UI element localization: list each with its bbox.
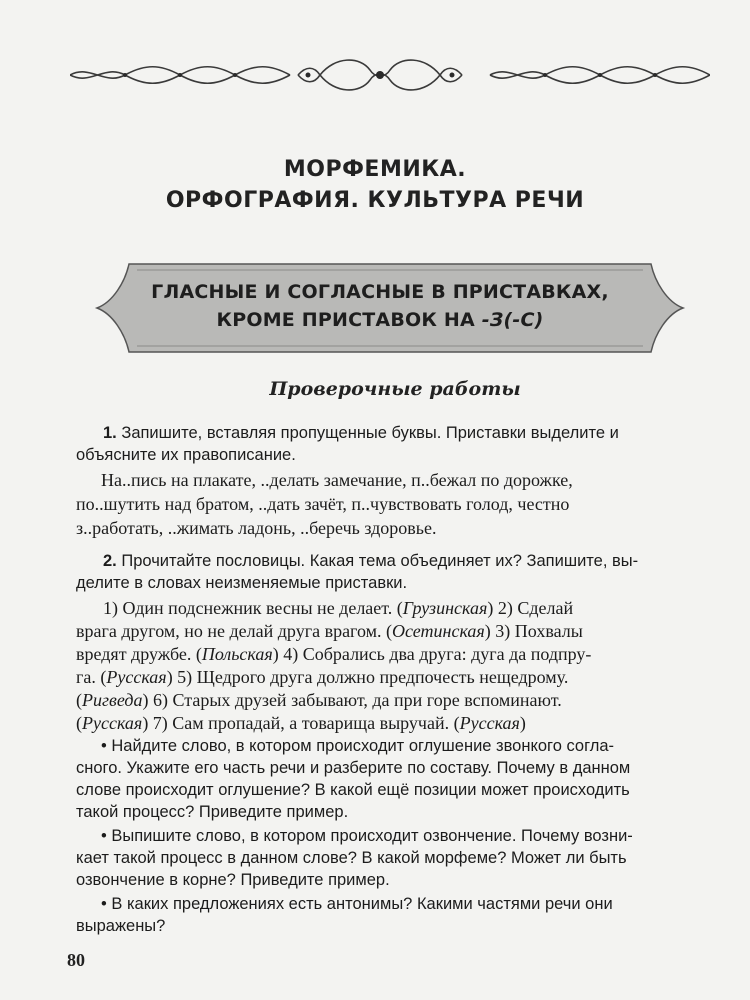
bullet2-line2: кает такой процесс в данном слове? В какой морфеме? Может ли быть xyxy=(76,849,627,867)
proverbs-line4: га. (Русская) 5) Щедрого друга должно предпочесть нещедрому. xyxy=(76,667,569,687)
chapter-title-line2: ОРФОГРАФИЯ. КУЛЬТУРА РЕЧИ xyxy=(165,188,585,213)
bullet2-line3: озвончение в корне? Приведите пример. xyxy=(76,871,390,889)
bullet1-line3: слове происходит оглушение? В какой ещё позиции может происходить xyxy=(76,781,630,799)
task2-number: 2. xyxy=(103,552,117,570)
proverbs-line5: (Ригведа) 6) Старых друзей забывают, да при горе вспоминают. xyxy=(76,690,562,710)
proverbs-line2: врага другом, но не делай друга врагом. (Осетинская) 3) Похвалы xyxy=(76,621,583,641)
ornament-header-decoration xyxy=(70,52,710,98)
task2-instruction-text: Прочитайте пословицы. Какая тема объединяет их? Запишите, вы- xyxy=(116,552,639,570)
bullet2-line1: • Выпишите слово, в котором происходит озвончение. Почему возни- xyxy=(101,827,633,845)
topic-title-suffix: -З(-С) xyxy=(481,309,544,331)
task1-instruction-line1 xyxy=(103,424,619,443)
topic-banner-background xyxy=(85,262,695,354)
proverbs-line6: (Русская) 7) Сам пропадай, а товарища выручай. (Русская) xyxy=(76,713,526,733)
task1-instruction-text: Запишите, вставляя пропущенные буквы. Приставки выделите и xyxy=(116,424,619,442)
task2-instruction-line1 xyxy=(103,552,638,571)
task1-number: 1. xyxy=(103,424,117,442)
bullet1-line4: такой процесс? Приведите пример. xyxy=(76,803,349,821)
bullet1-line2: сного. Укажите его часть речи и разберите по составу. Почему в данном xyxy=(76,759,631,777)
section-title: Проверочные работы xyxy=(269,378,521,400)
task2-instruction-line2: делите в словах неизменяемые приставки. xyxy=(76,574,408,592)
bullet1-line1: • Найдите слово, в котором происходит оглушение звонкого согла- xyxy=(101,737,615,755)
task1-text-line3: з..работать, ..жимать ладонь, ..беречь здоровье. xyxy=(76,518,437,538)
topic-title-prefix: КРОМЕ ПРИСТАВОК НА xyxy=(216,309,482,331)
task1-text-line1: На..пись на плакате, ..делать замечание, п..бежал по дорожке, xyxy=(101,470,573,490)
chapter-title-line1: МОРФЕМИКА. xyxy=(283,157,467,182)
proverbs-line1: 1) Один подснежник весны не делает. (Грузинская) 2) Сделай xyxy=(103,598,574,618)
task1-text-line2: по..шутить над братом, ..дать зачёт, п..чувствовать голод, честно xyxy=(76,494,570,514)
task1-instruction-line2: объясните их правописание. xyxy=(76,446,296,464)
proverbs-line3: вредят дружбе. (Польская) 4) Собрались два друга: дуга да подпру- xyxy=(76,644,592,664)
topic-title-line1: ГЛАСНЫЕ И СОГЛАСНЫЕ В ПРИСТАВКАХ, xyxy=(151,281,609,303)
bullet3-line1: • В каких предложениях есть антонимы? Какими частями речи они xyxy=(101,895,613,913)
topic-title-line2 xyxy=(100,309,660,331)
page-number: 80 xyxy=(67,950,85,970)
bullet3-line2: выражены? xyxy=(76,917,166,935)
